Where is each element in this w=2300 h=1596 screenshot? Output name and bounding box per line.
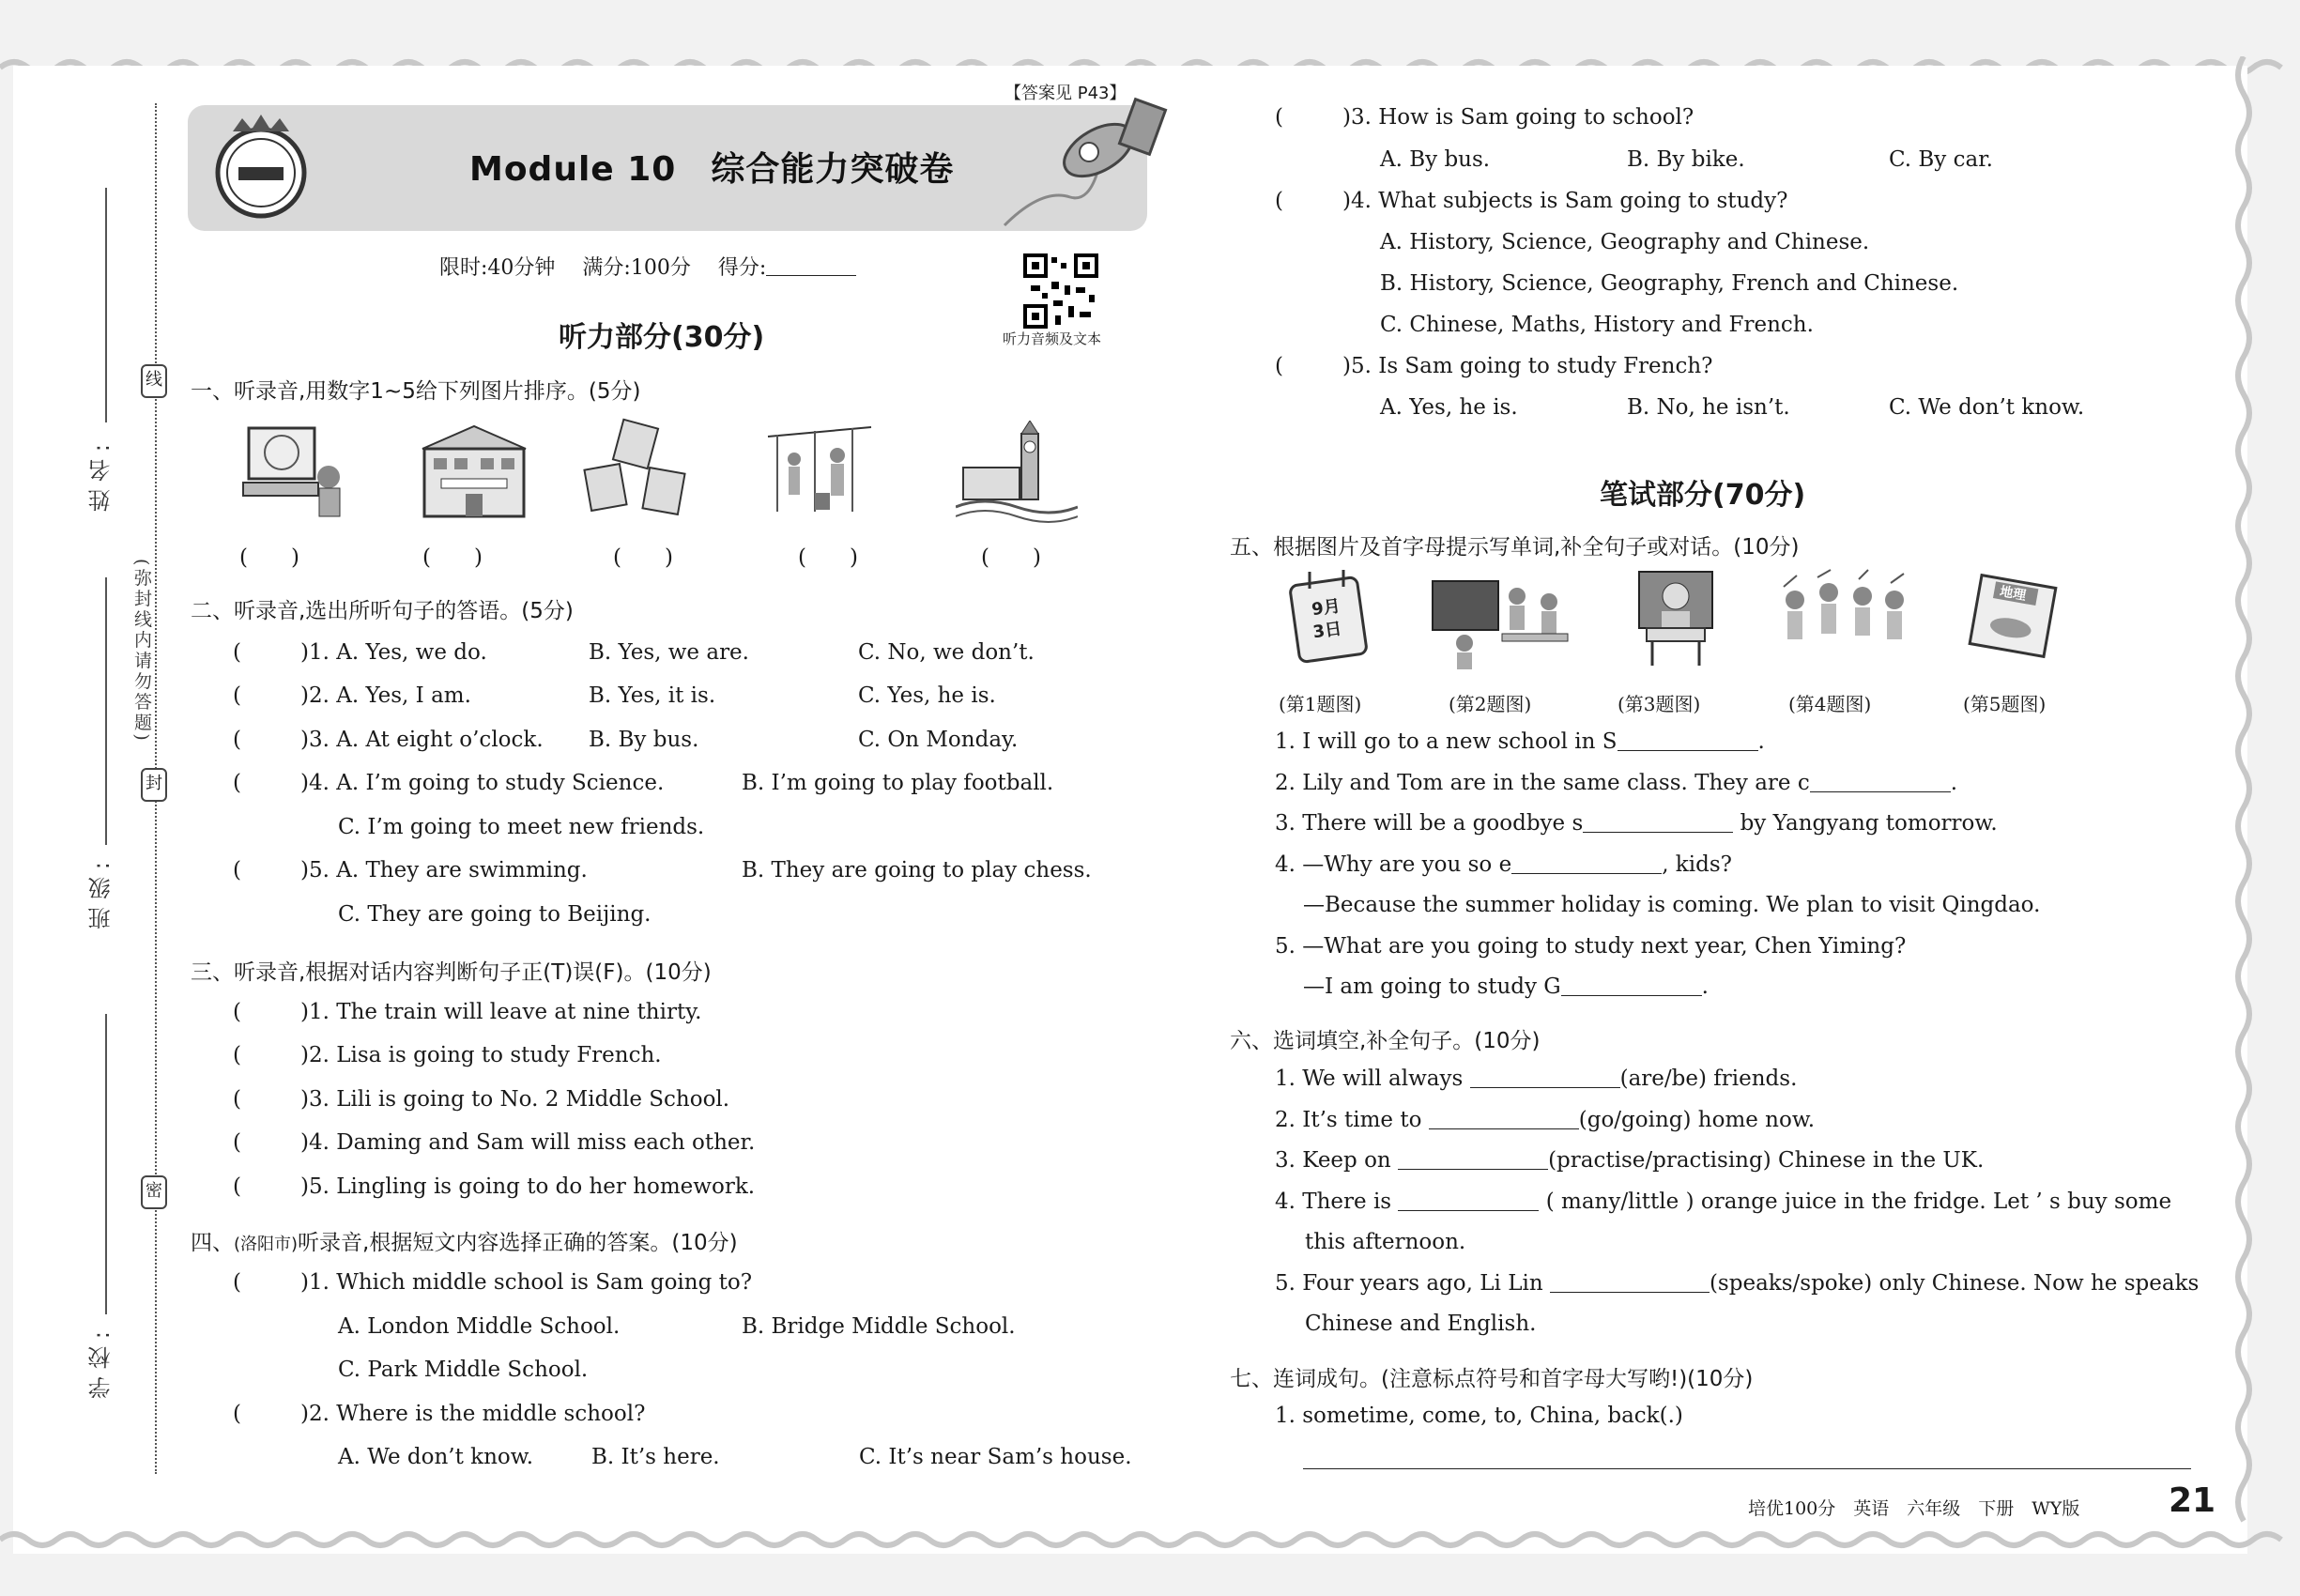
figure-caption-4: (第4题图) bbox=[1788, 693, 1872, 715]
svg-text:9月: 9月 bbox=[1310, 596, 1342, 621]
name-field-label: 姓名: bbox=[88, 437, 115, 513]
full-score: 满分:100分 bbox=[582, 256, 691, 280]
london-landmark-picture bbox=[956, 421, 1078, 524]
picture-answer-2[interactable]: ( ) bbox=[422, 545, 483, 570]
middle-school-building-picture bbox=[413, 421, 535, 524]
part5-q1-blank[interactable] bbox=[1618, 732, 1758, 751]
picture-answer-3[interactable]: ( ) bbox=[613, 545, 673, 570]
geography-book-picture bbox=[1962, 568, 2065, 671]
part4-q2-b: B. It’s here. bbox=[591, 1445, 720, 1469]
figure-caption-5: (第5题图) bbox=[1963, 693, 2047, 715]
part2-q2-c: C. Yes, he is. bbox=[858, 683, 996, 708]
part4-heading: 四、(洛阳市)听录音,根据短文内容选择正确的答案。(10分) bbox=[191, 1231, 738, 1255]
svg-text:地理: 地理 bbox=[1998, 584, 2028, 604]
score-label: 得分: bbox=[717, 256, 767, 280]
part5-q4-blank[interactable] bbox=[1511, 855, 1662, 874]
answer-reference: 【答案见 P43】 bbox=[1004, 84, 1127, 103]
footer-info: 培优100分 英语 六年级 下册 WY版 bbox=[1748, 1498, 2080, 1519]
part5-q5-answer: —I am going to study G . bbox=[1303, 974, 1709, 999]
part2-q4: ( )4. A. I’m going to study Science. bbox=[233, 771, 665, 795]
calendar-picture bbox=[1281, 568, 1385, 671]
part6-q5: 5. Four years ago, Li Lin (speaks/spoke) only Chinese. Now he speaks bbox=[1275, 1271, 2200, 1296]
part3-heading: 三、听录音,根据对话内容判断句子正(T)误(F)。(10分) bbox=[191, 960, 712, 985]
part2-heading: 二、听录音,选出所听句子的答语。(5分) bbox=[191, 599, 574, 623]
part4-q5: ( )5. Is Sam going to study French? bbox=[1275, 354, 1713, 378]
part2-q5-c: C. They are going to Beijing. bbox=[338, 902, 652, 927]
part4-q4: ( )4. What subjects is Sam going to study? bbox=[1275, 189, 1788, 213]
part5-q3-blank[interactable] bbox=[1583, 814, 1733, 833]
writing-section-title: 笔试部分(70分) bbox=[1600, 479, 1806, 512]
picture-answer-4[interactable]: ( ) bbox=[798, 545, 858, 570]
part2-q3-c: C. On Monday. bbox=[858, 728, 1019, 752]
part1-heading: 一、听录音,用数字1~5给下列图片排序。(5分) bbox=[191, 379, 641, 404]
part4-q5-a: A. Yes, he is. bbox=[1380, 395, 1518, 420]
part4-q5-b: B. No, he isn’t. bbox=[1627, 395, 1790, 420]
class-field-label: 班级: bbox=[88, 854, 115, 930]
part6-q4-cont: this afternoon. bbox=[1305, 1230, 1466, 1254]
binding-mark-mi: 密 bbox=[141, 1175, 167, 1209]
part2-q2: ( )2. A. Yes, I am. bbox=[233, 683, 471, 708]
part4-q4-c: C. Chinese, Maths, History and French. bbox=[1380, 313, 1814, 337]
part2-q3-b: B. By bus. bbox=[589, 728, 699, 752]
wavy-border-bottom bbox=[0, 1521, 2300, 1558]
part4-q1-c: C. Park Middle School. bbox=[338, 1358, 589, 1382]
part4-q3: ( )3. How is Sam going to school? bbox=[1275, 105, 1694, 130]
part6-q2: 2. It’s time to (go/going) home now. bbox=[1275, 1108, 1816, 1132]
exam-meta bbox=[439, 252, 856, 281]
part4-q3-b: B. By bike. bbox=[1627, 147, 1745, 172]
station-farewell-picture bbox=[759, 418, 881, 521]
classmates-picture bbox=[1427, 568, 1577, 671]
part4-q4-b: B. History, Science, Geography, French and Chinese. bbox=[1380, 271, 1959, 296]
part4-q1-a: A. London Middle School. bbox=[338, 1314, 621, 1339]
part6-q4-blank[interactable] bbox=[1398, 1192, 1539, 1211]
part2-q5: ( )5. A. They are swimming. bbox=[233, 858, 588, 882]
part6-q4: 4. There is ( many/little ) orange juice in the fridge. Let ’ s buy some bbox=[1275, 1189, 2172, 1214]
part2-q4-c: C. I’m going to meet new friends. bbox=[338, 815, 705, 839]
part3-item-1: ( )1. The train will leave at nine thirty. bbox=[233, 1000, 702, 1024]
part5-q4-answer: —Because the summer holiday is coming. We plan to visit Qingdao. bbox=[1303, 893, 2041, 917]
name-field-line[interactable] bbox=[105, 188, 107, 422]
part5-q2: 2. Lily and Tom are in the same class. They are c . bbox=[1275, 771, 1958, 795]
part5-q2-blank[interactable] bbox=[1810, 774, 1951, 792]
part5-q5: 5. —What are you going to study next year, Chen Yiming? bbox=[1275, 934, 1907, 959]
part7-heading: 七、连词成句。(注意标点符号和首字母大写哟!)(10分) bbox=[1230, 1367, 1754, 1391]
part4-q2: ( )2. Where is the middle school? bbox=[233, 1402, 646, 1426]
part6-q2-blank[interactable] bbox=[1429, 1111, 1579, 1129]
part6-q1-blank[interactable] bbox=[1470, 1069, 1620, 1088]
part4-q2-a: A. We don’t know. bbox=[338, 1445, 534, 1469]
listening-section-title: 听力部分(30分) bbox=[559, 321, 765, 354]
part2-q1-b: B. Yes, we are. bbox=[589, 640, 749, 665]
part6-q5-cont: Chinese and English. bbox=[1305, 1312, 1537, 1336]
excited-kids-picture bbox=[1774, 568, 1915, 671]
page-title: Module 10 综合能力突破卷 bbox=[469, 150, 955, 189]
figure-caption-1: (第1题图) bbox=[1279, 693, 1362, 715]
part4-q5-c: C. We don’t know. bbox=[1889, 395, 2085, 420]
part2-q2-b: B. Yes, it is. bbox=[589, 683, 716, 708]
school-field-label: 学校: bbox=[88, 1324, 115, 1400]
part2-q3: ( )3. A. At eight o’clock. bbox=[233, 728, 544, 752]
part6-q3: 3. Keep on (practise/practising) Chinese in the UK. bbox=[1275, 1148, 1985, 1173]
part2-q1: ( )1. A. Yes, we do. bbox=[233, 640, 487, 665]
part5-heading: 五、根据图片及首字母提示写单词,补全句子或对话。(10分) bbox=[1230, 535, 1800, 560]
part7-q1: 1. sometime, come, to, China, back(.) bbox=[1275, 1404, 1683, 1428]
school-field-line[interactable] bbox=[105, 1014, 107, 1314]
figure-caption-3: (第3题图) bbox=[1618, 693, 1701, 715]
part2-q5-b: B. They are going to play chess. bbox=[742, 858, 1092, 882]
picture-answer-5[interactable]: ( ) bbox=[981, 545, 1041, 570]
part6-q5-blank[interactable] bbox=[1550, 1274, 1710, 1293]
wavy-border-right bbox=[2225, 56, 2262, 1549]
part6-q3-blank[interactable] bbox=[1398, 1151, 1548, 1170]
binding-mark-xian: 线 bbox=[141, 364, 167, 398]
part5-q3: 3. There will be a goodbye s by Yangyang tomorrow. bbox=[1275, 811, 1998, 836]
svg-text:3日: 3日 bbox=[1311, 619, 1343, 643]
publisher-logo-icon bbox=[205, 111, 317, 223]
part4-q4-a: A. History, Science, Geography and Chinese. bbox=[1380, 230, 1870, 254]
part4-q1-b: B. Bridge Middle School. bbox=[742, 1314, 1016, 1339]
books-picture bbox=[575, 418, 697, 521]
part3-item-2: ( )2. Lisa is going to study French. bbox=[233, 1043, 662, 1067]
picture-answer-1[interactable]: ( ) bbox=[239, 545, 299, 570]
qr-code-icon[interactable] bbox=[1023, 253, 1098, 329]
part3-item-4: ( )4. Daming and Sam will miss each other. bbox=[233, 1130, 756, 1155]
part5-q4: 4. —Why are you so e , kids? bbox=[1275, 852, 1732, 877]
page-number: 21 bbox=[2169, 1481, 2216, 1520]
part4-q1: ( )1. Which middle school is Sam going to? bbox=[233, 1270, 753, 1295]
part3-item-5: ( )5. Lingling is going to do her homework. bbox=[233, 1174, 756, 1199]
time-limit: 限时:40分钟 bbox=[439, 256, 556, 280]
part2-q4-b: B. I’m going to play football. bbox=[742, 771, 1054, 795]
seal-line-note: (弥封线内请勿答题) bbox=[131, 559, 152, 744]
class-field-line[interactable] bbox=[105, 577, 107, 845]
figure-caption-2: (第2题图) bbox=[1449, 693, 1532, 715]
part3-item-3: ( )3. Lili is going to No. 2 Middle School. bbox=[233, 1087, 730, 1112]
part5-q5-blank[interactable] bbox=[1561, 977, 1702, 996]
computer-class-picture bbox=[230, 421, 352, 524]
part4-q3-c: C. By car. bbox=[1889, 147, 1993, 172]
part5-q1: 1. I will go to a new school in S . bbox=[1275, 729, 1765, 754]
rocket-illustration-icon bbox=[986, 84, 1173, 235]
score-blank[interactable] bbox=[766, 259, 856, 276]
part2-q1-c: C. No, we don’t. bbox=[858, 640, 1035, 665]
binding-mark-feng: 封 bbox=[141, 768, 167, 802]
qr-caption: 听力音频及文本 bbox=[1003, 330, 1102, 347]
part6-heading: 六、选词填空,补全句子。(10分) bbox=[1230, 1029, 1541, 1053]
part7-answer-line[interactable] bbox=[1303, 1468, 2191, 1469]
part4-q2-c: C. It’s near Sam’s house. bbox=[859, 1445, 1132, 1469]
part6-q1: 1. We will always (are/be) friends. bbox=[1275, 1067, 1798, 1091]
speech-picture bbox=[1633, 568, 1718, 671]
part4-q3-a: A. By bus. bbox=[1380, 147, 1491, 172]
